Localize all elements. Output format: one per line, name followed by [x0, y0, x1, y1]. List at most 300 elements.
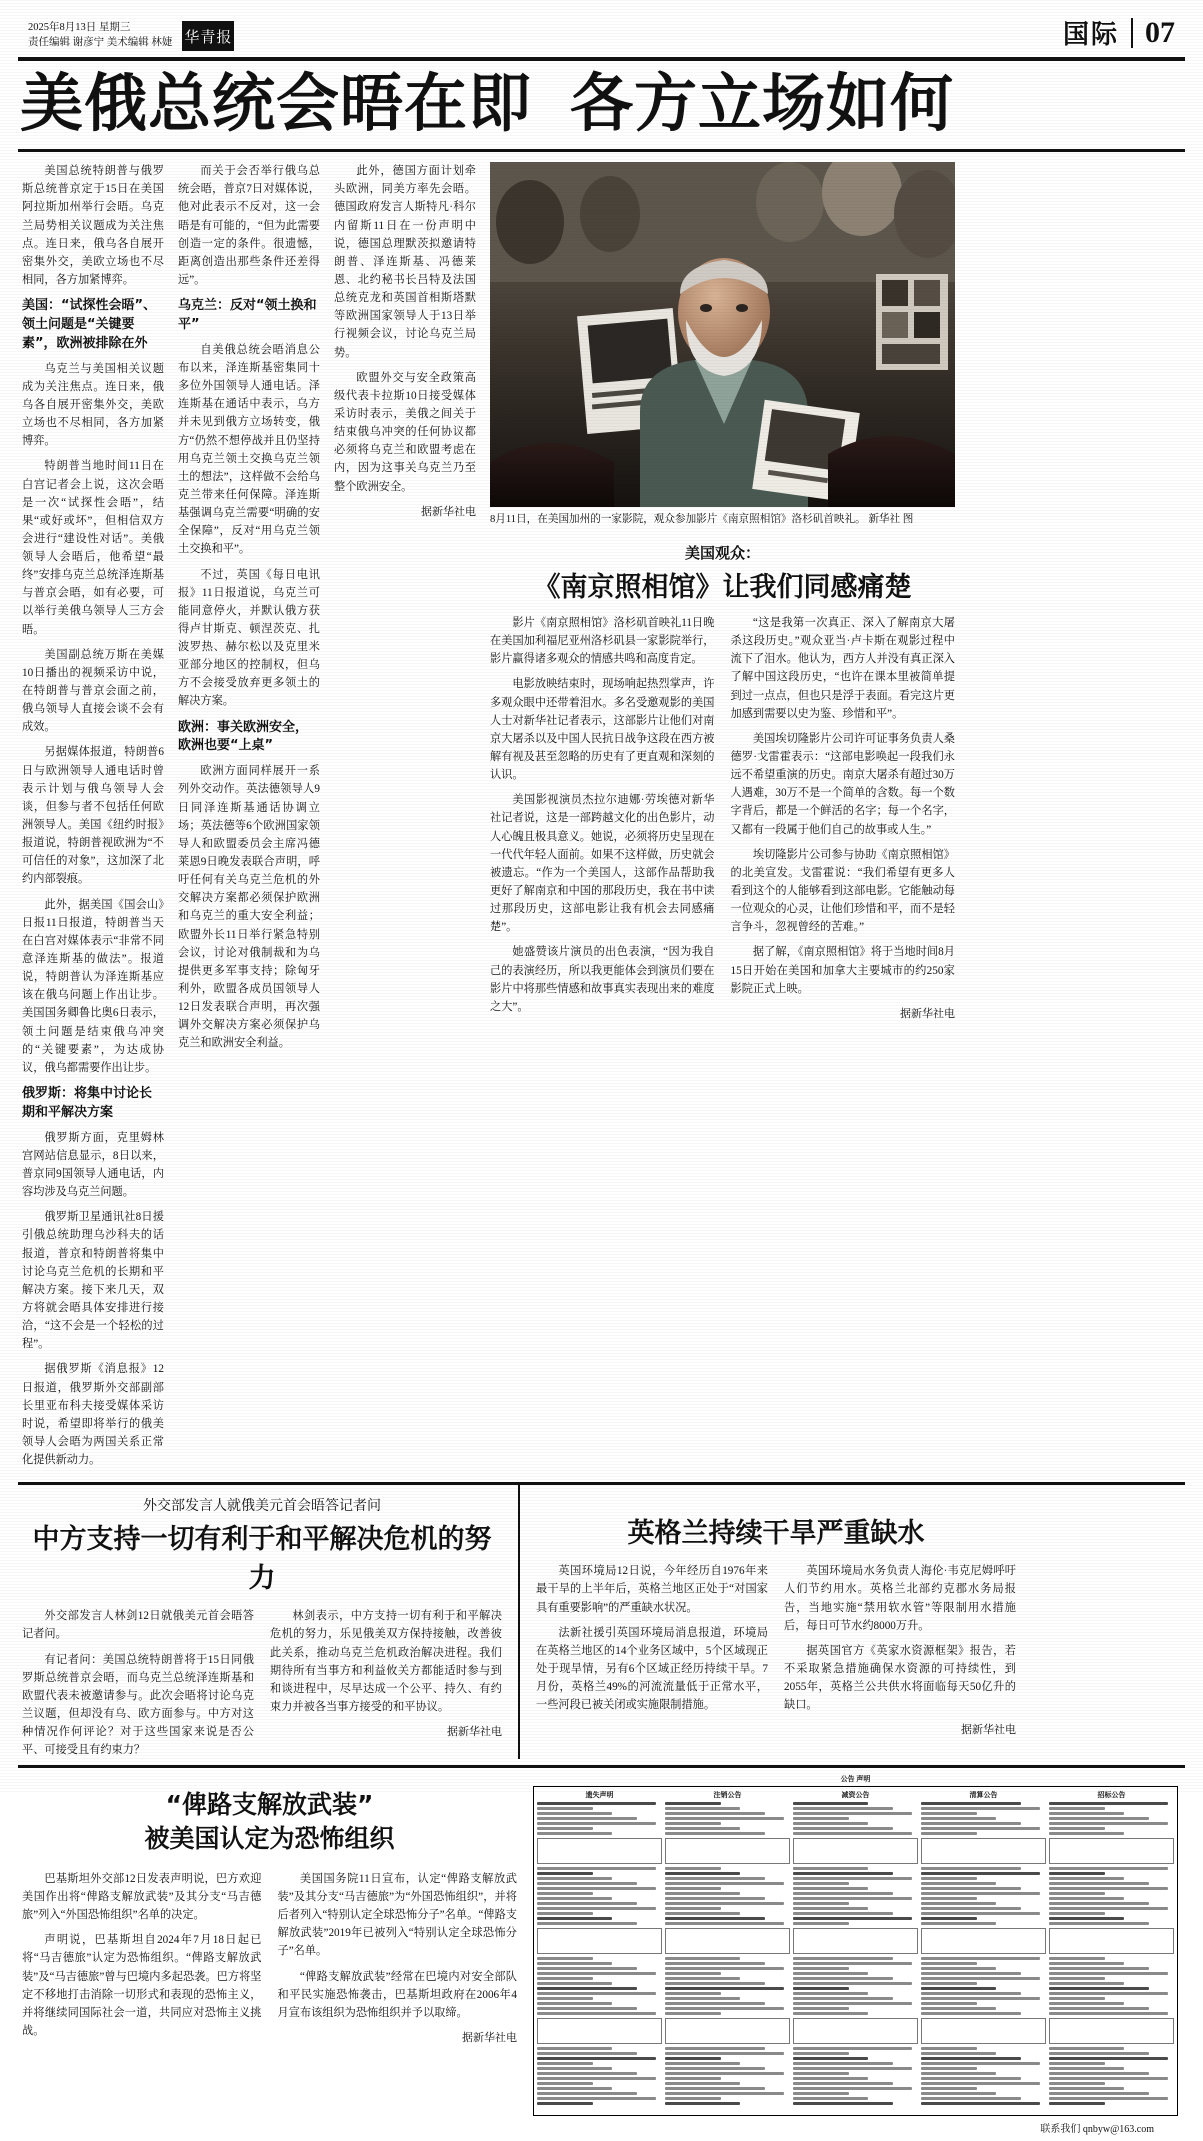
- paragraph: 电影放映结束时，现场响起热烈掌声，许多观众眼中还带着泪水。多名受邀观影的美国人士对新华社记者表示，这部影片让他们对南京大屠杀以及中国人民抗日战争这段在西方被解有视及甚至忽略的历史有了更直观和深刻的认识。: [490, 678, 715, 782]
- notice-text-line: [665, 1812, 765, 1815]
- notice-text-line: [1049, 2097, 1168, 2100]
- notice-text-line: [1049, 2092, 1149, 2095]
- notice-text-line: [537, 2097, 656, 2100]
- notice-text-line: [665, 2002, 765, 2005]
- notice-text-line: [665, 1867, 721, 1870]
- notice-text-line: [921, 2077, 1021, 2080]
- notice-text-line: [537, 1987, 637, 1990]
- article-credit: 据新华社电: [421, 505, 476, 518]
- paragraph: 自美俄总统会晤消息公布以来，泽连斯基密集同十多位外国领导人通电话。泽连斯基在通话中表示，乌方并未见到俄方立场转变，俄方“仍然不想停战并且仍坚持用乌克兰领土交换乌克兰领土的想法”，这样做不会给乌克兰带来任何保障。泽连斯基强调乌克兰需要“明确的安全保障”，反对“用乌克兰领土交换和平”。: [178, 343, 320, 556]
- masthead-meta: [28, 20, 172, 52]
- notice-text-line: [921, 2097, 1021, 2100]
- collage-right: [876, 274, 948, 370]
- notice-stamp: [665, 1928, 790, 1954]
- notice-text-line: [793, 1922, 849, 1925]
- notice-text-line: [793, 1812, 912, 1815]
- notice-text-line: [793, 2012, 868, 2015]
- notice-text-line: [1049, 1887, 1168, 1890]
- notice-text-line: [1049, 1997, 1105, 2000]
- notice-text-line: [921, 1922, 996, 1925]
- notice-text-line: [1049, 1822, 1168, 1825]
- notice-text-line: [793, 1957, 893, 1960]
- notice-text-line: [921, 2052, 996, 2055]
- article-credit: 据新华社电: [900, 1007, 955, 1020]
- notice-text-line: [793, 1802, 868, 1805]
- notice-text-line: [1049, 2067, 1124, 2070]
- editors-line: 责任编辑 谢彦宁 美术编辑 林婕: [28, 37, 173, 49]
- notice-text-line: [537, 1822, 656, 1825]
- feature-title: 中方支持一切有利于和平解决危机的努力: [32, 1524, 492, 1595]
- notice-text-line: [537, 2072, 637, 2075]
- notice-text-line: [793, 1872, 893, 1875]
- notice-column-head: 遗失声明: [585, 1791, 614, 1800]
- notice-text-line: [793, 1892, 893, 1895]
- notice-stamp: [921, 1838, 1046, 1864]
- notice-stamp: [793, 1838, 918, 1864]
- news-photo: [490, 162, 955, 507]
- paragraph: 美国影视演员杰拉尔迪娜·劳埃德对新华社记者说，这是一部跨越文化的出色影片，动人心魄且极具意义。她说，必须将历史呈现在一代代年轻人面前。如果不这样做，历史就会被遗忘。“作为一个美国人，这部作品帮助我更好了解南京和中国的那段历史，我在书中读过那段历史，这部电影让我有机会去同感痛楚”。: [490, 794, 715, 934]
- notice-text-line: [537, 1877, 612, 1880]
- notice-text-line: [665, 2012, 721, 2015]
- notice-text-line: [1049, 2002, 1124, 2005]
- notice-lines: [537, 1802, 662, 2105]
- bottom-row: [0, 1768, 1203, 2141]
- notice-stamp: [537, 1928, 662, 1954]
- notice-text-line: [793, 1897, 912, 1900]
- article-column-2: [178, 162, 320, 1476]
- notice-text-line: [1049, 1877, 1124, 1880]
- paragraph: 有记者问：美国总统特朗普将于15日同俄罗斯总统普京会晤，而乌克兰总统泽连斯基和欧盟代表未被邀请参与。此次会晤将讨论乌克兰议题，但却没有乌、欧方面参与。中方对这种情况作何评论？对于这些国家来说是否公平、可接受且有约束力？: [22, 1653, 254, 1757]
- headline-part-2: 各方立场如何: [570, 67, 954, 140]
- paragraph: “这是我第一次真正、深入了解南京大屠杀这段历史。”观众亚当·卢卡斯在观影过程中流下了泪水。他认为，西方人并没有真正深入了解中国这段历史，“也许在课本里被简单提到过一点点，但也只是浮于表面。看完这片更加感到需要以史为鉴、珍惜和平”。: [730, 617, 955, 720]
- notice-text-line: [921, 1962, 977, 1965]
- notice-text-line: [921, 1992, 1021, 1995]
- notice-text-line: [537, 2007, 637, 2010]
- photo-article-block: [490, 162, 955, 1476]
- notice-text-line: [793, 1997, 893, 2000]
- notice-text-line: [1049, 1912, 1105, 1915]
- section-label: 国际: [1062, 20, 1119, 49]
- feature-body: [22, 1607, 502, 1759]
- subhead-russia: 俄罗斯：将集中讨论长期和平解决方案: [22, 1086, 153, 1120]
- notice-text-line: [665, 2077, 721, 2080]
- notice-text-line: [537, 1807, 593, 1810]
- notice-text-line: [665, 2102, 740, 2105]
- notice-text-line: [793, 2047, 912, 2050]
- paragraph: 美国副总统万斯在美媒10日播出的视频采访中说，在特朗普与普京会面之前，俄乌领导人直接会谈不会有成效。: [22, 648, 164, 734]
- notice-text-line: [793, 1917, 912, 1920]
- notice-column: [793, 1790, 918, 2112]
- notice-text-line: [665, 1972, 721, 1975]
- notice-text-line: [921, 1987, 996, 1990]
- notice-text-line: [537, 1902, 637, 1905]
- notice-text-line: [665, 2087, 765, 2090]
- paragraph: 而关于会否举行俄乌总统会晤，普京7日对媒体说，他对此表示不反对，这一会晤是有可能的，“但为此需要创造一定的条件。很遗憾，距离创造出那些条件还差得远”。: [178, 165, 320, 286]
- main-headline: [20, 67, 1183, 140]
- notice-text-line: [921, 1882, 996, 1885]
- notice-lines: [665, 1802, 790, 2105]
- feature-title-line-2: 被美国认定为恐怖组织: [144, 1824, 395, 1854]
- paragraph: 据英国官方《英家水资源框架》报告，若不采取紧急措施确保水资源的可持续性，到2055年，英格兰公共供水将面临每天50亿升的缺口。: [784, 1644, 1016, 1712]
- paragraph: 巴基斯坦外交部12日发表声明说，巴方欢迎美国作出将“俾路支解放武装”及其分支“马吉德旅”列入“外国恐怖组织”名单的决定。: [22, 1872, 262, 1922]
- notice-column: [665, 1790, 790, 2112]
- notice-text-line: [537, 2102, 593, 2105]
- notice-text-line: [665, 2072, 784, 2075]
- notice-column: [921, 1790, 1046, 2112]
- notice-text-line: [537, 1982, 612, 1985]
- notice-text-line: [793, 1867, 868, 1870]
- paragraph: 此外，据美国《国会山》日报11日报道，特朗普当天在白宫对媒体表示“非常不同意泽连斯基的做法”。报道说，特朗普认为泽连斯基应该在俄乌问题上作出让步。美国国务卿鲁比奥6日表示，领土问题是结束俄乌冲突的“关键要素”，为达成协议，俄乌都需要作出让步。: [22, 898, 164, 1074]
- notice-text-line: [921, 1892, 1040, 1895]
- notice-text-line: [537, 2082, 593, 2085]
- notice-text-line: [921, 1907, 1021, 1910]
- photo-article-kicker: 美国观众：: [684, 544, 760, 563]
- notice-text-line: [665, 1997, 740, 2000]
- notice-text-line: [921, 1902, 996, 1905]
- notice-text-line: [537, 1922, 637, 1925]
- notice-text-line: [793, 2077, 868, 2080]
- paragraph: 据俄罗斯《消息报》12日报道，俄罗斯外交部副部长里亚布科夫接受媒体采访时说，希望即将举行的俄美领导人会晤为两国关系正常化提供新动力。: [22, 1363, 164, 1467]
- notice-text-line: [921, 2007, 996, 2010]
- notice-text-line: [1049, 1992, 1168, 1995]
- notice-text-line: [1049, 1807, 1105, 1810]
- notice-text-line: [793, 1977, 893, 1980]
- notice-text-line: [665, 1992, 721, 1995]
- notice-text-line: [793, 2087, 912, 2090]
- notice-text-line: [537, 1907, 656, 1910]
- notice-column: [1049, 1790, 1174, 2112]
- paragraph: 此外，德国方面计划牵头欧洲，同美方率先会晤。德国政府发言人斯特凡·科尔内留斯11日在一份声明中说，德国总理默茨拟邀请特朗普、泽连斯基、冯德莱恩、北约秘书长吕特及法国总统克龙和英国首相斯塔默等欧洲国家领导人于13日举行视频会议，讨论乌克兰局势。: [334, 165, 476, 359]
- notice-text-line: [1049, 2047, 1124, 2050]
- notice-text-line: [665, 1922, 784, 1925]
- article-column-1: [22, 162, 164, 1476]
- notice-text-line: [665, 2092, 784, 2095]
- notice-text-line: [1049, 1987, 1149, 1990]
- feature-bla: [22, 1774, 517, 2141]
- feature-drought: [536, 1485, 1016, 1737]
- notice-text-line: [665, 2067, 765, 2070]
- feature-title: 英格兰持续干旱严重缺水: [627, 1518, 925, 1550]
- notice-text-line: [537, 1887, 656, 1890]
- notices-header: 公告 声明: [840, 1775, 871, 1784]
- feature-title-line-1: “俾路支解放武装”: [165, 1790, 374, 1820]
- notice-text-line: [1049, 1917, 1124, 1920]
- notice-text-line: [1049, 1802, 1168, 1805]
- notice-text-line: [665, 1897, 765, 1900]
- notice-text-line: [1049, 2102, 1105, 2105]
- notices-block: [533, 1774, 1178, 2141]
- article-column-3: [334, 162, 476, 1476]
- notice-text-line: [1049, 1922, 1149, 1925]
- notice-text-line: [665, 1912, 740, 1915]
- notice-text-line: [921, 2087, 977, 2090]
- subhead-europe: 欧洲：事关欧洲安全，欧洲也要“上桌”: [178, 719, 309, 754]
- paragraph: 林剑表示，中方支持一切有利于和平解决危机的努力，乐见俄美双方保持接触，改善彼此关系，推动乌克兰危机政治解决进程。我们期待所有当事方和利益攸关方都能适时参与到和谈进程中，尽早达成一个公平、持久、有约束力并被各当事方接受的和平协议。: [270, 1610, 502, 1713]
- notice-text-line: [665, 1982, 765, 1985]
- notice-text-line: [665, 2082, 740, 2085]
- notice-column-head: 减资公告: [841, 1791, 870, 1800]
- notice-text-line: [537, 1832, 612, 1835]
- notice-stamp: [537, 1838, 662, 1864]
- notice-text-line: [665, 1967, 784, 1970]
- notice-column-head: 注销公告: [713, 1791, 742, 1800]
- notice-text-line: [1049, 1957, 1105, 1960]
- notice-text-line: [921, 1917, 977, 1920]
- notice-text-line: [1049, 1897, 1124, 1900]
- headline-part-1: 美俄总统会晤在即: [20, 67, 532, 140]
- paragraph: 美国埃切隆影片公司许可证事务负责人桑德罗·戈雷霍表示：“这部电影唤起一段我们永远不希望重演的历史。南京大屠杀有超过30万人遇难，30万不是一个简单的含数。每一个数字背后，都是一个鲜活的名字；每一个名字，又都有一段属于他们自己的故事或人生。”: [730, 732, 955, 836]
- notice-text-line: [1049, 1812, 1124, 1815]
- notice-text-line: [537, 2062, 593, 2065]
- paragraph: 俄罗斯卫星通讯社8日援引俄总统助理乌沙科夫的话报道，普京和特朗普将集中讨论乌克兰危机的长期和平解决方案。接下来几天，双方将就会晤具体安排进行接洽，“这不会是一个轻松的过程”。: [22, 1211, 164, 1351]
- notice-text-line: [665, 1807, 740, 1810]
- notice-text-line: [921, 1812, 977, 1815]
- notice-column-head: 清算公告: [969, 1791, 998, 1800]
- notice-text-line: [921, 1872, 1040, 1875]
- notice-text-line: [665, 2052, 784, 2055]
- masthead: [0, 0, 1203, 55]
- notice-text-line: [921, 1877, 977, 1880]
- notice-text-line: [1049, 2052, 1149, 2055]
- notice-text-line: [665, 2007, 784, 2010]
- feature-mfa: [22, 1485, 502, 1759]
- masthead-right: [1063, 14, 1175, 51]
- feature-row: [0, 1485, 1203, 1759]
- notice-text-line: [921, 1807, 1040, 1810]
- notice-text-line: [537, 1912, 593, 1915]
- masthead-divider: [1131, 18, 1133, 48]
- column-divider: [518, 1485, 520, 1759]
- notice-text-line: [1049, 2072, 1149, 2075]
- paragraph: 英国环境局水务负责人海伦·韦克尼姆呼吁人们节约用水。英格兰北部约克郡水务局报告，当地实施“禁用软水管”等限制用水措施后，每日可节水约8000万升。: [784, 1565, 1016, 1632]
- notice-text-line: [537, 2057, 656, 2060]
- notice-text-line: [537, 1882, 637, 1885]
- notice-text-line: [665, 1902, 784, 1905]
- date-line: 2025年8月13日 星期三: [28, 21, 131, 33]
- notice-text-line: [793, 1967, 849, 1970]
- notice-text-line: [665, 1882, 784, 1885]
- notice-text-line: [1049, 2087, 1124, 2090]
- notice-stamp: [1049, 1928, 1174, 1954]
- notice-text-line: [793, 1807, 893, 1810]
- notice-text-line: [1049, 1977, 1105, 1980]
- notice-text-line: [921, 1967, 996, 1970]
- notice-text-line: [1049, 1982, 1124, 1985]
- notice-text-line: [665, 1822, 721, 1825]
- notice-text-line: [793, 1972, 868, 1975]
- notice-text-line: [921, 1832, 977, 1835]
- feature-body: [536, 1562, 1016, 1737]
- paragraph: 乌克兰与美国相关议题成为关注焦点。连日来，俄乌各自展开密集外交，美欧立场也不尽相同，各方加紧博弈。: [22, 362, 164, 448]
- page-number: 07: [1145, 15, 1175, 49]
- notice-lines: [921, 1802, 1046, 2105]
- notice-text-line: [537, 2087, 612, 2090]
- notice-text-line: [537, 1817, 637, 1820]
- notice-text-line: [793, 2007, 849, 2010]
- paragraph: 英国环境局12日说，今年经历自1976年来最干旱的上半年后，英格兰地区正处于“对国家具有重要影响”的严重缺水状况。: [536, 1565, 768, 1614]
- notice-text-line: [665, 1832, 765, 1835]
- notice-text-line: [665, 1977, 740, 1980]
- notice-text-line: [921, 2057, 1021, 2060]
- notice-lines: [793, 1802, 918, 2105]
- notice-text-line: [921, 1912, 1040, 1915]
- notice-text-line: [665, 2047, 765, 2050]
- masthead-left: [28, 20, 234, 52]
- notice-text-line: [537, 1827, 593, 1830]
- paragraph: 俄罗斯方面，克里姆林宫网站信息显示，8日以来，普京同9国领导人通电话，内容均涉及乌克兰问题。: [22, 1131, 164, 1199]
- notice-text-line: [793, 1902, 849, 1905]
- notice-text-line: [921, 2102, 1040, 2105]
- notice-text-line: [1049, 1882, 1149, 1885]
- notice-text-line: [921, 1802, 1021, 1805]
- notice-text-line: [537, 2092, 637, 2095]
- contact-footer: 联系我们 qnbyw@163.com: [1040, 2124, 1154, 2136]
- notice-text-line: [665, 1962, 765, 1965]
- notice-text-line: [537, 1972, 656, 1975]
- notice-text-line: [793, 1822, 868, 1825]
- notice-stamp: [1049, 2018, 1174, 2044]
- notice-text-line: [921, 1977, 1040, 1980]
- notice-text-line: [793, 1882, 849, 1885]
- subhead-usa: 美国：“试探性会晤”、领土问题是“关键要素”，欧洲被排除在外: [22, 298, 157, 351]
- notice-text-line: [793, 2097, 868, 2100]
- notice-text-line: [665, 1872, 740, 1875]
- paragraph: “俾路支解放武装”经常在巴境内对安全部队和平民实施恐怖袭击，巴基斯坦政府在2006年4月宣布该组织为恐怖组织并予以取缔。: [277, 1970, 517, 2019]
- notice-stamp: [793, 2018, 918, 2044]
- notice-text-line: [665, 1917, 765, 1920]
- notice-text-line: [1049, 1907, 1168, 1910]
- notice-stamp: [665, 1838, 790, 1864]
- notice-text-line: [537, 1892, 593, 1895]
- notice-text-line: [793, 2102, 893, 2105]
- notice-text-line: [793, 2082, 893, 2085]
- notice-text-line: [793, 1817, 849, 1820]
- notice-text-line: [793, 2062, 893, 2065]
- newspaper-logo: 华青报: [182, 21, 234, 51]
- notice-text-line: [537, 2047, 612, 2050]
- notice-column-head: 招标公告: [1097, 1791, 1126, 1800]
- subhead-ukraine: 乌克兰：反对“领土换和平”: [178, 298, 317, 332]
- paragraph: 欧盟外交与安全政策高级代表卡拉斯10日接受媒体采访时表示，美俄之间关于结束俄乌冲突的任何协议都必须将乌克兰和欧盟考虑在内，因为这事关乌克兰乃至整个欧洲安全。: [334, 371, 476, 493]
- paragraph: 声明说，巴基斯坦自2024年7月18日起已将“马吉德旅”认定为恐怖组织。“俾路支解放武装”及“马吉德旅”曾与巴境内多起恐袭。巴方将坚定不移地打击消除一切形式和表现的恐怖主义，并将继续同国际社会一道，共同应对恐怖主义挑战。: [22, 1934, 262, 2037]
- paragraph: 美国国务院11日宣布，认定“俾路支解放武装”及其分支“马吉德旅”为“外国恐怖组织”，并将后者列入“特别认定全球恐怖分子”名单。“俾路支解放武装”2019年已被列入“特别认定全球恐怖分子”名单。: [277, 1872, 517, 1958]
- notice-stamp: [665, 2018, 790, 2044]
- notice-text-line: [793, 1887, 868, 1890]
- photo-article-body: [490, 614, 955, 1026]
- notice-text-line: [1049, 1817, 1149, 1820]
- headline-block: [0, 61, 1203, 143]
- notice-text-line: [1049, 2007, 1149, 2010]
- notice-text-line: [665, 1817, 784, 1820]
- paragraph: 她盛赞该片演员的出色表演，“因为我自己的表演经历，所以我更能体会到演员们要在影片中将那些情感和故事真实表现出来的难度之大”。: [490, 946, 715, 1013]
- notice-text-line: [1049, 1962, 1124, 1965]
- notice-text-line: [537, 2067, 612, 2070]
- notice-text-line: [537, 1967, 637, 1970]
- paragraph: 法新社援引英国环境局消息报道，环境局在英格兰地区的14个业务区域中，5个区域现正处于现旱情，另有6个区域正经历持续干旱。7月份，英格兰49%的河流流量低于正常水平，一些河段已被关闭或实施限制措施。: [536, 1626, 768, 1712]
- paragraph: 欧洲方面同样展开一系列外交动作。英法德领导人9日同泽连斯基通话协调立场；英法德等6个欧洲国家领导人和欧盟委员会主席冯德莱恩9日晚发表联合声明，呼吁任何有关乌克兰危机的外交解决方案都必须保护欧洲和乌克兰的重大安全利益；欧盟外长11日举行紧急特别会议，讨论对俄制裁和为乌提供更多军事支持；除匈牙利外，欧盟各成员国领导人12日发表联合声明，再次强调外交解决方案必须保护乌克兰和欧洲安全利益。: [178, 765, 320, 1050]
- notice-text-line: [537, 1812, 612, 1815]
- notice-text-line: [921, 2012, 1021, 2015]
- photo-article-title: 《南京照相馆》让我们同感痛楚: [533, 572, 912, 604]
- notice-text-line: [793, 2072, 849, 2075]
- notice-text-line: [537, 2012, 656, 2015]
- notice-text-line: [665, 1877, 765, 1880]
- notice-text-line: [665, 2062, 740, 2065]
- notice-text-line: [921, 1957, 1040, 1960]
- notice-text-line: [1049, 2077, 1168, 2080]
- notice-text-line: [537, 1977, 593, 1980]
- notice-text-line: [793, 1962, 912, 1965]
- notice-text-line: [665, 1827, 740, 1830]
- lead-paragraph: 美国总统特朗普与俄罗斯总统普京定于15日在美国阿拉斯加州举行会晤。乌克兰局势相关议题成为关注焦点。连日来，俄乌各自展开密集外交，美欧立场也不尽相同，各方加紧博弈。: [22, 165, 164, 286]
- paragraph: 影片《南京照相馆》洛杉矶首映礼11日晚在美国加利福尼亚州洛杉矶县一家影院举行，影片赢得诸多观众的情感共鸣和高度肯定。: [490, 617, 715, 666]
- notice-text-line: [921, 1897, 977, 1900]
- notice-stamp: [921, 2018, 1046, 2044]
- notice-text-line: [793, 1987, 849, 1990]
- notice-text-line: [793, 1827, 893, 1830]
- notice-text-line: [921, 2067, 977, 2070]
- notice-text-line: [921, 1817, 996, 1820]
- notice-text-line: [921, 1887, 1021, 1890]
- main-content: [0, 152, 1203, 1476]
- notice-text-line: [1049, 2057, 1168, 2060]
- notice-text-line: [665, 1802, 721, 1805]
- notices-grid: [533, 1786, 1178, 2116]
- notice-text-line: [1049, 1832, 1124, 1835]
- notice-text-line: [921, 1972, 1021, 1975]
- notice-text-line: [665, 2057, 721, 2060]
- notice-text-line: [921, 2092, 996, 2095]
- notice-text-line: [537, 1897, 612, 1900]
- notice-text-line: [1049, 2082, 1105, 2085]
- notice-text-line: [537, 1867, 656, 1870]
- notice-text-line: [537, 1802, 656, 1805]
- notice-text-line: [1049, 2062, 1105, 2065]
- feature-title: [22, 1788, 517, 1856]
- notice-text-line: [537, 1957, 593, 1960]
- notice-text-line: [793, 1912, 893, 1915]
- notice-text-line: [921, 1822, 1021, 1825]
- notice-text-line: [537, 1992, 656, 1995]
- notice-text-line: [921, 2082, 1040, 2085]
- notice-text-line: [921, 2002, 977, 2005]
- notice-text-line: [793, 1982, 912, 1985]
- paragraph: 特朗普当地时间11日在白宫记者会上说，这次会晤是一次“试探性会晤”，结果“或好或坏”，但相信双方会进行“建设性对话”。美俄领导人会晤后，他希望“最终”安排乌克兰总统泽连斯基与普京会晤，如有必要，可以举行美俄乌领导人三方会晤。: [22, 460, 164, 636]
- notice-text-line: [1049, 1827, 1105, 1830]
- notice-text-line: [665, 1987, 784, 1990]
- feature-body: [22, 1870, 517, 2050]
- notice-text-line: [793, 2092, 849, 2095]
- notice-stamp: [793, 1928, 918, 1954]
- notice-text-line: [537, 1917, 612, 1920]
- notice-text-line: [1049, 1972, 1168, 1975]
- notice-text-line: [793, 2002, 912, 2005]
- notice-text-line: [793, 1992, 868, 1995]
- notice-text-line: [921, 2062, 1040, 2065]
- notice-text-line: [793, 2052, 849, 2055]
- notice-text-line: [921, 1867, 1021, 1870]
- paragraph: 不过，英国《每日电讯报》11日报道说，乌克兰可能同意停火，并默认俄方获得卢甘斯克、顿涅茨克、扎波罗热、赫尔松以及克里米亚部分地区的控制权，但乌方不会接受放弃更多领土的解决方案。: [178, 568, 320, 708]
- notice-text-line: [665, 1907, 721, 1910]
- notice-text-line: [921, 2047, 977, 2050]
- notice-text-line: [921, 1997, 1040, 2000]
- notice-text-line: [793, 1877, 912, 1880]
- notice-text-line: [793, 1832, 912, 1835]
- notice-text-line: [921, 1827, 1040, 1830]
- notice-text-line: [793, 2057, 868, 2060]
- notice-text-line: [1049, 2012, 1168, 2015]
- article-credit: 据新华社电: [961, 1724, 1016, 1737]
